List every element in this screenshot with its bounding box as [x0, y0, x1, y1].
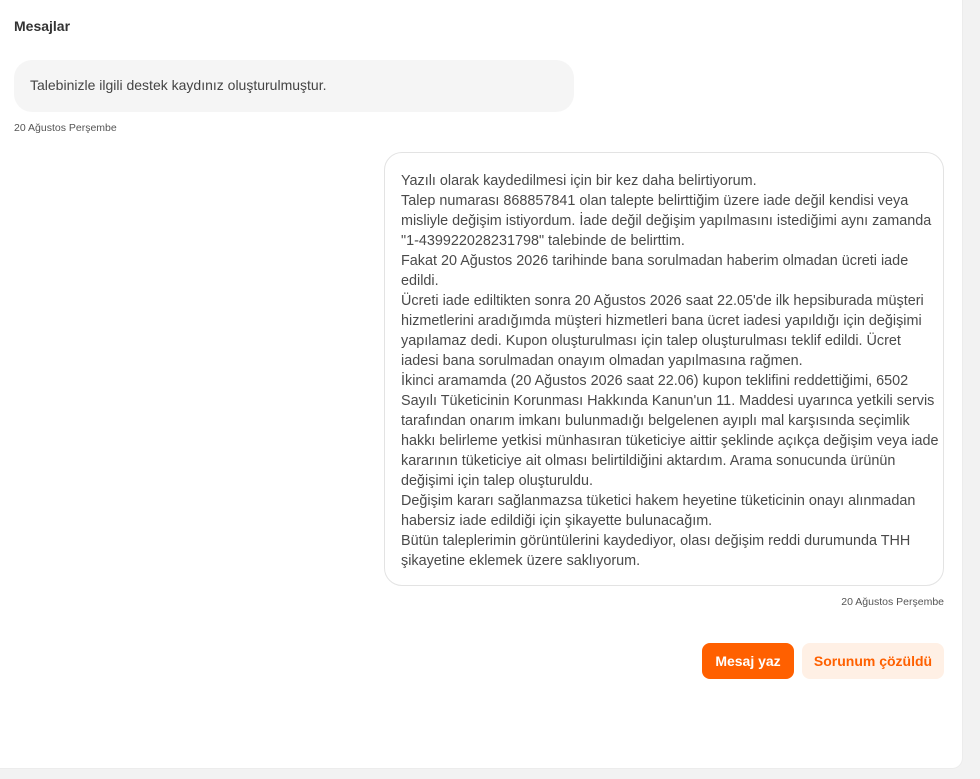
message-line: Talep numarası 868857841 olan talepte belirttiğim üzere iade değil kendisi veya [401, 193, 909, 209]
incoming-message-date: 20 Ağustos Perşembe [14, 122, 117, 134]
message-line: kararının tüketiciye ait olması belirtildiğini aktardım. Arama sonucunda ürünün [401, 453, 896, 469]
message-line: "1-439922028231798" talebinde de belirttim. [401, 233, 685, 249]
message-line: İkinci aramamda (20 Ağustos 2026 saat 22.06) kupon teklifini reddettiğimi, 6502 [401, 373, 909, 389]
message-line: tarafından onarım imkanı bulunmadığı belgelenen ayıplı mal karşısında seçimlik [401, 413, 910, 429]
message-line: Değişim kararı sağlanmazsa tüketici hakem heyetine tüketicinin onayı alınmadan [401, 493, 916, 509]
message-line: Fakat 20 Ağustos 2026 tarihinde bana sorulmadan haberim olmadan ücreti iade [401, 253, 909, 269]
message-line: edildi. [401, 273, 439, 289]
message-line: Sayılı Tüketicinin Korunması Hakkında Kanun'un 11. Maddesi uyarınca yetkili servis [401, 393, 935, 409]
write-message-button[interactable]: Mesaj yaz [702, 643, 794, 679]
incoming-message-bubble [14, 60, 574, 112]
message-line: Bütün taleplerimin görüntülerini kaydediyor, olası değişim reddi durumunda THH [401, 533, 911, 549]
incoming-message-text: Talebinizle ilgili destek kaydınız oluşturulmuştur. [30, 77, 327, 93]
outgoing-message-date: 20 Ağustos Perşembe [841, 596, 944, 608]
page-title: Mesajlar [14, 18, 71, 34]
outgoing-message-bubble [384, 152, 944, 586]
message-line: değişimi için talep oluşturuldu. [401, 473, 593, 489]
message-line: şikayetine eklemek üzere saklıyorum. [401, 553, 641, 569]
message-line: hakkı belirleme yetkisi münhasıran tüketiciye aittir şeklinde açıkça değişim veya iade [401, 433, 939, 449]
message-line: misliyle değişim istiyordum. İade değil değişim yapılmasını istediğimi aynı zamanda [401, 213, 932, 229]
message-line: habersiz iade edildiği için şikayette bulunacağım. [401, 513, 713, 529]
message-line: iadesi bana sorulmadan onayım olmadan yapılmasına rağmen. [401, 353, 803, 369]
message-line: Yazılı olarak kaydedilmesi için bir kez daha belirtiyorum. [401, 173, 757, 189]
message-line: hizmetlerini aradığımda müşteri hizmetleri bana ücret iadesi yapıldığı için değişimi [401, 313, 922, 329]
problem-solved-button[interactable]: Sorunum çözüldü [802, 643, 944, 679]
message-line: Ücreti iade ediltikten sonra 20 Ağustos 2026 saat 22.05'de ilk hepsiburada müşteri [401, 293, 924, 309]
message-line: yapılamaz dedi. Kupon oluşturulması için talep oluşturulması teklif edildi. Ücret [401, 333, 901, 349]
